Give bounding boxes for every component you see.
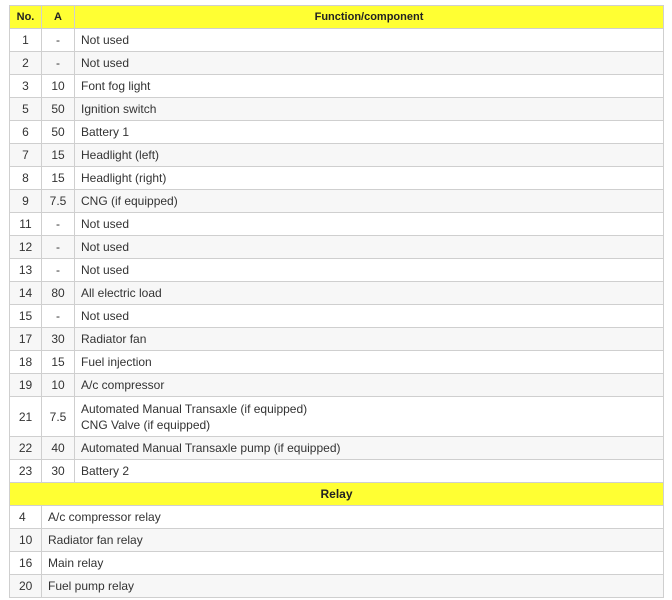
relay-section-header [10, 483, 664, 506]
fuse-function-line: Automated Manual Transaxle pump (if equipped) [81, 441, 341, 455]
table-row [10, 328, 664, 351]
fuse-table-container [9, 5, 663, 598]
table-row [10, 75, 664, 98]
header-no: No. [10, 6, 42, 29]
fuse-number: 17 [10, 328, 42, 351]
fuse-function-line: A/c compressor [81, 378, 165, 392]
fuse-function [75, 374, 664, 397]
table-row [10, 144, 664, 167]
table-row [10, 351, 664, 374]
fuse-function-line: Font fog light [81, 79, 151, 93]
fuse-function-line: Headlight (right) [81, 171, 167, 185]
fuse-function [75, 121, 664, 144]
table-row [10, 437, 664, 460]
fuse-function-line: Not used [81, 309, 130, 323]
fuse-function-line: Radiator fan [81, 332, 147, 346]
fuse-function-line: Not used [81, 33, 130, 47]
fuse-function [75, 259, 664, 282]
relay-function: Radiator fan relay [42, 529, 664, 552]
fuse-function-line: Not used [81, 56, 130, 70]
relay-number: 4 [10, 506, 42, 529]
table-row [10, 167, 664, 190]
fuse-number: 9 [10, 190, 42, 213]
fuse-function-line: Battery 1 [81, 125, 130, 139]
fuse-number: 7 [10, 144, 42, 167]
fuse-number: 6 [10, 121, 42, 144]
fuse-number: 15 [10, 305, 42, 328]
table-row [10, 305, 664, 328]
fuse-table [9, 5, 664, 598]
fuse-amperage: 10 [42, 374, 75, 397]
relay-function: Fuel pump relay [42, 575, 664, 598]
fuse-function [75, 437, 664, 460]
fuse-number: 13 [10, 259, 42, 282]
header-function: Function/component [75, 6, 664, 29]
fuse-amperage: - [42, 29, 75, 52]
fuse-function-line: Not used [81, 263, 130, 277]
fuse-number: 14 [10, 282, 42, 305]
table-row [10, 282, 664, 305]
fuse-function [75, 213, 664, 236]
fuse-function-line: Ignition switch [81, 102, 157, 116]
fuse-function [75, 351, 664, 374]
relay-function: A/c compressor relay [42, 506, 664, 529]
table-row [10, 52, 664, 75]
fuse-function [75, 75, 664, 98]
fuse-amperage: 30 [42, 328, 75, 351]
fuse-function [75, 305, 664, 328]
table-row [10, 460, 664, 483]
fuse-amperage: 7.5 [42, 397, 75, 437]
fuse-amperage: - [42, 259, 75, 282]
fuse-function-line: Not used [81, 240, 130, 254]
fuse-function [75, 190, 664, 213]
fuse-amperage: - [42, 305, 75, 328]
fuse-function [75, 236, 664, 259]
fuse-function-line: All electric load [81, 286, 162, 300]
fuse-function [75, 52, 664, 75]
relay-row [10, 575, 664, 598]
fuse-amperage: 50 [42, 98, 75, 121]
fuse-function-line: CNG (if equipped) [81, 194, 178, 208]
fuse-function-line: Automated Manual Transaxle (if equipped) [81, 401, 308, 416]
fuse-number: 5 [10, 98, 42, 121]
table-row [10, 236, 664, 259]
fuse-amperage: 15 [42, 144, 75, 167]
fuse-number: 8 [10, 167, 42, 190]
relay-row [10, 552, 664, 575]
fuse-amperage: 10 [42, 75, 75, 98]
fuse-function-line: Battery 2 [81, 464, 130, 478]
table-row [10, 374, 664, 397]
fuse-table-body [10, 29, 664, 598]
fuse-number: 11 [10, 213, 42, 236]
relay-number: 10 [10, 529, 42, 552]
fuse-function [75, 29, 664, 52]
fuse-amperage: 7.5 [42, 190, 75, 213]
fuse-function [75, 397, 664, 437]
fuse-number: 22 [10, 437, 42, 460]
relay-function: Main relay [42, 552, 664, 575]
fuse-function-line: Fuel injection [81, 355, 152, 369]
fuse-amperage: 50 [42, 121, 75, 144]
fuse-number: 19 [10, 374, 42, 397]
fuse-amperage: 30 [42, 460, 75, 483]
fuse-number: 23 [10, 460, 42, 483]
fuse-function [75, 167, 664, 190]
fuse-amperage: 15 [42, 351, 75, 374]
fuse-function [75, 460, 664, 483]
fuse-function-line: Headlight (left) [81, 148, 160, 162]
fuse-number: 3 [10, 75, 42, 98]
fuse-function-line: CNG Valve (if equipped) [81, 417, 211, 432]
table-row [10, 121, 664, 144]
table-row [10, 397, 664, 437]
fuse-amperage: 15 [42, 167, 75, 190]
relay-number: 16 [10, 552, 42, 575]
relay-number: 20 [10, 575, 42, 598]
fuse-amperage: - [42, 213, 75, 236]
table-row [10, 213, 664, 236]
fuse-function [75, 144, 664, 167]
fuse-number: 2 [10, 52, 42, 75]
table-row [10, 98, 664, 121]
table-row [10, 29, 664, 52]
fuse-function [75, 328, 664, 351]
fuse-number: 1 [10, 29, 42, 52]
fuse-function [75, 282, 664, 305]
table-row [10, 190, 664, 213]
fuse-number: 18 [10, 351, 42, 374]
relay-row [10, 529, 664, 552]
fuse-amperage: - [42, 52, 75, 75]
relay-section-title: Relay [10, 483, 664, 506]
fuse-number: 21 [10, 397, 42, 437]
table-header-row [10, 6, 664, 29]
fuse-function [75, 98, 664, 121]
header-amperage: A [42, 6, 75, 29]
fuse-amperage: 40 [42, 437, 75, 460]
table-row [10, 259, 664, 282]
relay-row [10, 506, 664, 529]
fuse-amperage: 80 [42, 282, 75, 305]
fuse-amperage: - [42, 236, 75, 259]
fuse-function-line: Not used [81, 217, 130, 231]
fuse-number: 12 [10, 236, 42, 259]
